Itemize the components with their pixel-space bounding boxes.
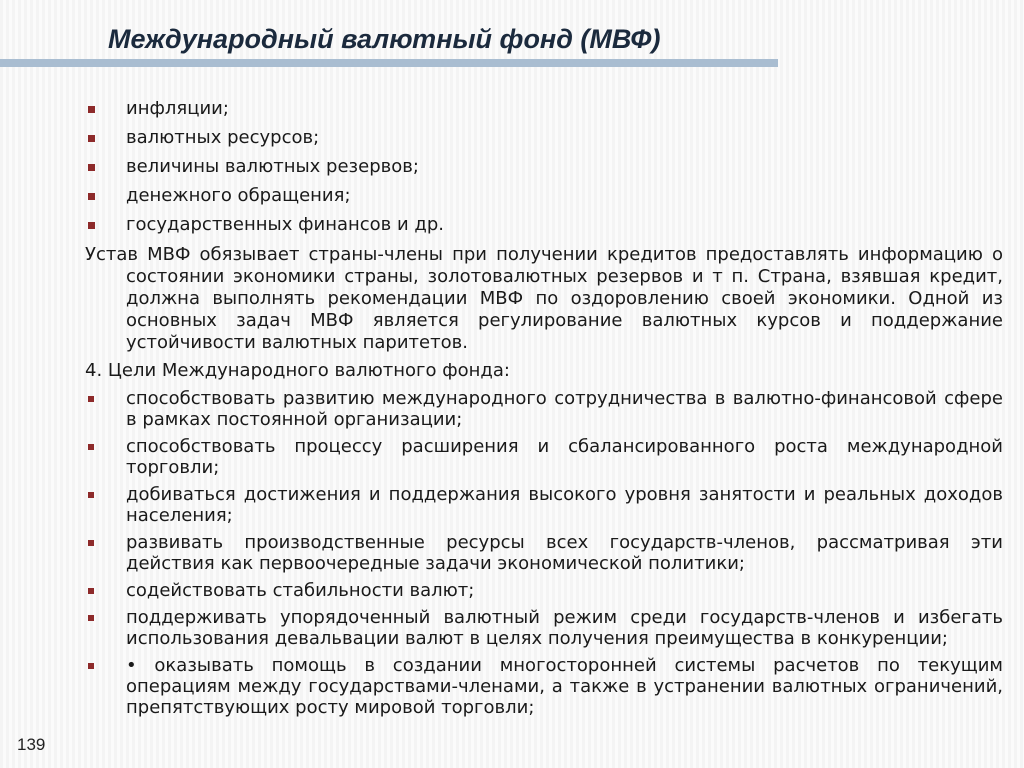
square-bullet-icon <box>88 615 94 621</box>
title-underline <box>0 59 778 67</box>
page-number: 139 <box>17 735 46 754</box>
square-bullet-icon <box>88 492 94 498</box>
square-bullet-icon <box>88 164 95 171</box>
list-item <box>85 127 1003 149</box>
list-item-text: валютных ресурсов; <box>126 127 320 148</box>
square-bullet-icon <box>88 396 94 402</box>
goal-item <box>85 436 1003 478</box>
goal-item <box>85 580 1003 601</box>
square-bullet-icon <box>88 193 95 200</box>
goal-item <box>85 532 1003 574</box>
goal-text: способствовать процессу расширения и сбалансированного роста международной торговли; <box>126 436 1003 478</box>
list-item-text: инфляции; <box>126 98 229 119</box>
slide-title: Международный валютный фонд (МВФ) <box>108 24 661 54</box>
square-bullet-icon <box>88 540 94 546</box>
list-item-text: государственных финансов и др. <box>126 214 445 235</box>
goal-text: • оказывать помощь в создании многосторонней системы расчетов по текущим операциям между государствами-членами, а также в устранении валютных ограничений, препятствующих росту мировой торговли; <box>126 655 1003 718</box>
goal-item <box>85 607 1003 649</box>
square-bullet-icon <box>88 135 95 142</box>
square-bullet-icon <box>88 106 95 113</box>
goal-text: поддерживать упорядоченный валютный режим среди государств-членов и избегать использования девальвации валют в целях получения преимущества в конкуренции; <box>126 607 1003 649</box>
goal-text: способствовать развитию международного сотрудничества в валютно-финансовой сфере в рамках постоянной организации; <box>126 388 1003 430</box>
charter-paragraph: Устав МВФ обязывает страны-члены при получении кредитов предоставлять информацию о состоянии экономики страны, золотовалютных резервов и т п. Страна, взявшая кредит, должна выполнять рекомендации МВФ по оздоровлению своей экономики. Одной из основных задач МВФ является регулирование валютных курсов и поддержание устойчивости валютных паритетов. <box>85 244 1003 353</box>
square-bullet-icon <box>88 588 94 594</box>
list-item <box>85 214 1003 236</box>
square-bullet-icon <box>88 222 95 229</box>
list-item <box>85 98 1003 120</box>
goal-text: добиваться достижения и поддержания высокого уровня занятости и реальных доходов населения; <box>126 484 1003 526</box>
list-item-text: величины валютных резервов; <box>126 156 419 177</box>
list-item <box>85 185 1003 207</box>
slide-body <box>85 98 1003 724</box>
goal-text: развивать производственные ресурсы всех государств-членов, рассматривая эти действия как первоочередные задачи экономической политики; <box>126 532 1003 574</box>
goal-item <box>85 655 1003 718</box>
list-item <box>85 156 1003 178</box>
goal-item <box>85 484 1003 526</box>
goals-heading: 4. Цели Международного валютного фонда: <box>85 360 510 381</box>
list-item-text: денежного обращения; <box>126 185 351 206</box>
goal-text: содействовать стабильности валют; <box>126 580 475 601</box>
goal-item <box>85 388 1003 430</box>
square-bullet-icon <box>88 444 94 450</box>
square-bullet-icon <box>88 663 94 669</box>
